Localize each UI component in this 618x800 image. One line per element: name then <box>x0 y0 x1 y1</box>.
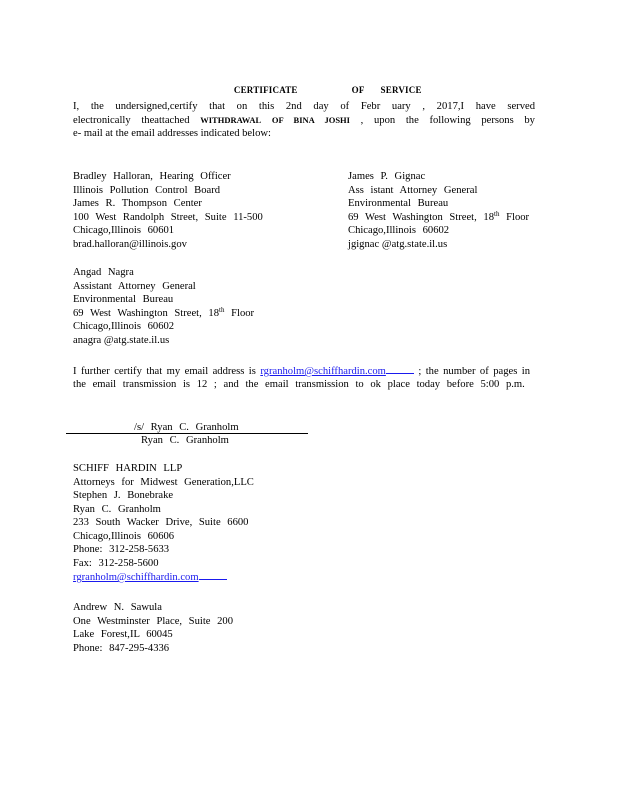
recipient-title: Assistant Attorney General <box>73 280 196 292</box>
further-line-2: the email transmission is 12 ; and the email transmission to ok place today before 5:00 p.m. <box>73 378 525 390</box>
recipient-street-sup: th <box>219 305 225 314</box>
recipient-title: Ass istant Attorney General <box>348 184 478 196</box>
further-paragraph <box>73 364 530 391</box>
firm-city: Chicago,Illinois 60606 <box>73 530 175 542</box>
document-name-2: OF BINA JOSHI <box>271 114 350 125</box>
firm-attorney-1: Stephen J. Bonebrake <box>73 490 174 501</box>
firm-block <box>73 462 254 584</box>
intro-line-2-end: , upon the following persons by <box>360 114 535 126</box>
recipient-street-floor: Floor <box>224 307 255 319</box>
recipient-city: Chicago,Illinois 60602 <box>348 225 450 236</box>
signature: /s/ Ryan C. Granholm <box>134 422 239 433</box>
firm-fax: Fax: 312-258-5600 <box>73 557 159 569</box>
recipient-street <box>348 211 529 225</box>
recipient-dept: Environmental Bureau <box>348 198 449 209</box>
recipient-dept: Environmental Bureau <box>73 294 174 305</box>
recipient-gignac <box>348 170 529 251</box>
recipient-name: Angad Nagra <box>73 267 134 278</box>
recipient-name: James P. Gignac <box>348 171 426 182</box>
firm-email-row <box>73 570 254 584</box>
recipient-street <box>73 307 254 321</box>
recipient-email: jgignac @atg.state.il.us <box>348 238 448 250</box>
recipient-org: Illinois Pollution Control Board <box>73 184 221 196</box>
sawula-phone: Phone: 847-295-4336 <box>73 642 170 654</box>
sawula-name: Andrew N. Sawula <box>73 602 162 613</box>
sawula-street: One Westminster Place, Suite 200 <box>73 615 234 627</box>
intro-line-3: e- mail at the email addresses indicated below: <box>73 128 271 139</box>
firm-represents: Attorneys for Midwest Generation,LLC <box>73 476 254 488</box>
recipient-street: 100 West Randolph Street, Suite 11-500 <box>73 211 263 223</box>
recipient-city: Chicago,Illinois 60602 <box>73 321 175 332</box>
firm-email-link[interactable]: rgranholm@schiffhardin.com <box>73 572 199 583</box>
intro-paragraph <box>73 100 535 141</box>
recipient-name: Bradley Halloran, Hearing Officer <box>73 171 231 182</box>
page-title <box>229 75 422 95</box>
recipient-email: brad.halloran@illinois.gov <box>73 238 187 250</box>
sawula-block <box>73 601 233 655</box>
intro-line-2-text: electronically theattached <box>73 114 190 126</box>
recipient-street-text: 69 West Washington Street, 18 <box>73 307 220 319</box>
further-line-1 <box>73 364 530 378</box>
firm-street: 233 South Wacker Drive, Suite 6600 <box>73 517 249 528</box>
recipient-nagra <box>73 266 254 347</box>
recipient-street-sup: th <box>494 209 500 218</box>
recipient-email: anagra @atg.state.il.us <box>73 334 170 346</box>
recipient-city: Chicago,Illinois 60601 <box>73 225 175 236</box>
document-name-1: WITHDRAWAL <box>200 114 262 125</box>
intro-line-1: I, the undersigned,certify that on this 2nd day of Febr uary , 2017,I have served <box>73 101 535 112</box>
recipient-building: James R. Thompson Center <box>73 198 202 209</box>
further-line-1-end: ; the number of pages in <box>418 366 530 377</box>
further-line-1-text: I further certify that my email address is <box>73 366 256 377</box>
recipient-street-floor: Floor <box>499 211 530 223</box>
recipient-street-text: 69 West Washington Street, 18 <box>348 211 495 223</box>
title-word-of: OF <box>351 85 365 95</box>
intro-line-2 <box>73 114 535 128</box>
firm-phone: Phone: 312-258-5633 <box>73 544 170 555</box>
title-word-service: SERVICE <box>380 85 422 95</box>
sawula-city: Lake Forest,IL 60045 <box>73 629 173 640</box>
firm-attorney-2: Ryan C. Granholm <box>73 503 161 515</box>
title-word-certificate: CERTIFICATE <box>233 85 298 95</box>
email-link[interactable]: rgranholm@schiffhardin.com <box>260 366 386 377</box>
printed-name: Ryan C. Granholm <box>141 435 229 446</box>
recipient-halloran <box>73 170 263 251</box>
firm-name: SCHIFF HARDIN LLP <box>73 463 183 474</box>
